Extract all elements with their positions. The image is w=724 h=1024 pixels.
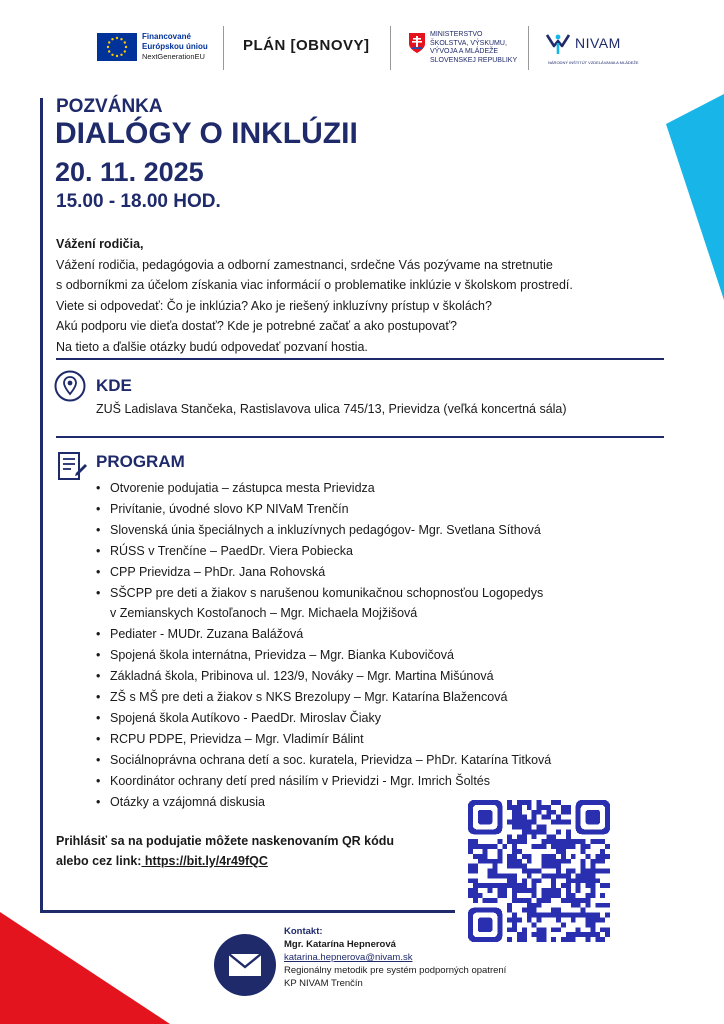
- eu-line-1: Financované: [142, 32, 191, 41]
- program-item-text: CPP Prievidza – PhDr. Jana Rohovská: [110, 564, 326, 579]
- program-item-text: Otázky a vzájomná diskusia: [110, 794, 265, 809]
- program-item: [96, 687, 656, 708]
- section-divider: [56, 436, 664, 438]
- logo-divider: [528, 26, 529, 70]
- nivam-logo-icon: [544, 32, 572, 56]
- program-item-text: SŠCPP pre deti a žiakov s narušenou komunikačnou schopnosťou Logopedys: [110, 585, 544, 600]
- program-item: [96, 624, 656, 645]
- program-item: [96, 499, 656, 520]
- contact-role: Regionálny metodik pre systém podporných opatrení: [284, 965, 507, 976]
- contact-org: KP NIVAM Trenčín: [284, 978, 363, 989]
- intro-line: Akú podporu vie dieťa dostať? Kde je potrebné začať a ako postupovať?: [56, 319, 457, 333]
- intro-text: [56, 234, 666, 357]
- program-item-text: ZŠ s MŠ pre deti a žiakov s NKS Brezolupy – Mgr. Katarína Blažencová: [110, 690, 508, 705]
- event-time: 15.00 - 18.00 HOD.: [56, 191, 221, 212]
- intro-line: s odborníkmi za účelom získania viac informácií o problematike inklúzie v školskom prostredí.: [56, 278, 573, 292]
- program-item-text: Privítanie, úvodné slovo KP NIVaM Trenčín: [110, 501, 349, 516]
- program-item: [96, 666, 656, 687]
- contact-block: [284, 925, 506, 990]
- signup-instructions: [56, 831, 394, 871]
- signup-line-2: [56, 851, 394, 871]
- document-list-icon: [56, 451, 88, 483]
- contact-badge: [214, 934, 276, 996]
- plan-obnovy-logo: PLÁN [OBNOVY]: [243, 37, 370, 54]
- registration-link[interactable]: https://bit.ly/4r49fQC: [141, 854, 268, 868]
- invitation-kicker: POZVÁNKA: [56, 96, 163, 117]
- where-heading: KDE: [96, 376, 132, 395]
- program-item-text: Slovenská únia špeciálnych a inkluzívnych pedagógov- Mgr. Svetlana Síthová: [110, 522, 541, 537]
- program-item: [96, 541, 656, 562]
- eu-flag-icon: [97, 33, 137, 61]
- left-accent-rule: [40, 98, 43, 913]
- program-item: [96, 750, 656, 771]
- signup-link-prefix: alebo cez link:: [56, 854, 142, 868]
- event-date: 20. 11. 2025: [55, 157, 204, 187]
- logo-bar: [0, 0, 724, 86]
- cyan-corner-shape: [666, 94, 724, 300]
- program-heading: PROGRAM: [96, 452, 185, 471]
- ministry-line-3: VÝVOJA A MLÁDEŽE: [430, 48, 499, 55]
- program-item-text: Otvorenie podujatia – zástupca mesta Prievidza: [110, 481, 375, 495]
- slovak-crest-icon: [408, 32, 426, 54]
- program-item: [96, 771, 656, 792]
- program-item-text: Pediater - MUDr. Zuzana Balážová: [110, 627, 304, 642]
- logo-divider: [390, 26, 391, 70]
- program-item-continuation: v Zemianskych Kostoľanoch – Mgr. Michaela Mojžišová: [110, 606, 418, 621]
- intro-line: Viete si odpovedať: Čo je inklúzia? Ako je riešený inkluzívny prístup v školách?: [56, 298, 492, 313]
- program-item-text: Sociálnoprávna ochrana detí a soc. kuratela, Prievidza – PhDr. Katarína Titková: [110, 752, 552, 767]
- program-item: [96, 583, 656, 625]
- contact-label: Kontakt:: [284, 926, 323, 937]
- location-pin-icon: [54, 370, 86, 402]
- intro-line: Na tieto a ďalšie otázky budú odpovedať pozvaní hostia.: [56, 339, 368, 354]
- ministry-line-4: SLOVENSKEJ REPUBLIKY: [430, 56, 518, 64]
- program-item: [96, 562, 656, 583]
- program-item-text: Základná škola, Pribinova ul. 123/9, Nováky – Mgr. Martina Mišúnová: [110, 669, 494, 684]
- program-item: [96, 478, 656, 499]
- program-item: [96, 645, 656, 666]
- program-item-text: RCPU PDPE, Prievidza – Mgr. Vladimír Bálint: [110, 731, 364, 746]
- section-divider: [56, 358, 664, 360]
- intro-greeting: Vážení rodičia,: [56, 237, 144, 251]
- envelope-icon: [214, 934, 276, 996]
- program-list: [96, 478, 656, 813]
- signup-line-1: Prihlásiť sa na podujatie môžete naskenovaním QR kódu: [56, 834, 395, 848]
- program-item-text: Spojená škola internátna, Prievidza – Mgr. Bianka Kubovičová: [110, 648, 454, 663]
- eu-line-3: NextGenerationEU: [142, 52, 205, 61]
- registration-qr-code[interactable]: [468, 800, 610, 942]
- program-item: [96, 729, 656, 750]
- contact-email-link[interactable]: katarina.hepnerova@nivam.sk: [284, 952, 413, 963]
- venue-address: ZUŠ Ladislava Stančeka, Rastislavova ulica 745/13, Prievidza (veľká koncertná sála): [96, 402, 567, 416]
- eu-line-2: Európskou úniou: [142, 42, 208, 51]
- program-item-text: RÚSS v Trenčíne – PaedDr. Viera Pobiecka: [110, 543, 353, 558]
- program-item-text: Koordinátor ochrany detí pred násilím v Prievidzi - Mgr. Imrich Šoltés: [110, 773, 491, 788]
- contact-name: Mgr. Katarína Hepnerová: [284, 939, 396, 950]
- bottom-accent-rule: [40, 910, 455, 913]
- ministry-line-2: ŠKOLSTVA, VÝSKUMU,: [430, 39, 507, 47]
- program-item-text: Spojená škola Autíkovo - PaedDr. Miroslav Čiaky: [110, 710, 381, 725]
- event-title: DIALÓGY O INKLÚZII: [55, 117, 358, 150]
- program-item: [96, 708, 656, 729]
- eu-funding-label: [142, 32, 208, 62]
- nivam-subtitle: NÁRODNÝ INŠTITÚT VZDELÁVANIA A MLÁDEŽE: [548, 60, 639, 65]
- logo-divider: [223, 26, 224, 70]
- ministry-line-1: MINISTERSTVO: [430, 31, 483, 38]
- nivam-wordmark: NIVAM: [575, 35, 621, 51]
- program-item: [96, 520, 656, 541]
- red-corner-shape: [0, 912, 170, 1024]
- intro-line: Vážení rodičia, pedagógovia a odborní zamestnanci, srdečne Vás pozývame na stretnutie: [56, 257, 553, 272]
- ministry-label: [430, 31, 517, 65]
